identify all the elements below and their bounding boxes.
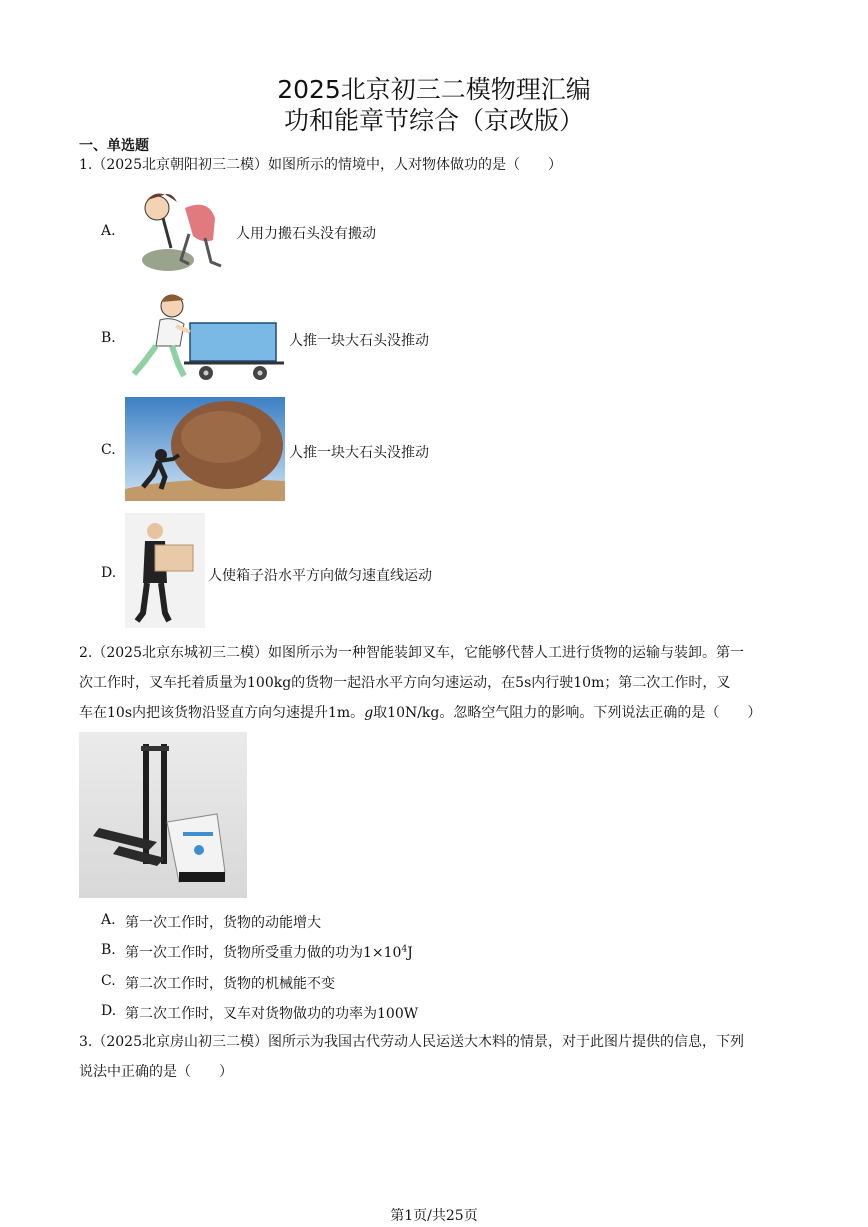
q2-option-a-text: 第一次工作时，货物的动能增大 — [125, 915, 321, 931]
q2-option-c-text: 第二次工作时，货物的机械能不变 — [125, 976, 335, 992]
q3-stem-line2: 说法中正确的是（ ） — [79, 1064, 233, 1080]
q2-stem-line3 — [79, 703, 761, 723]
q3-stem-line1: 3.（2025北京房山初三二模）图所示为我国古代劳动人民运送大木料的情景，对于此图片提供的信息，下列 — [79, 1034, 744, 1050]
forklift-image — [79, 732, 247, 898]
q1-option-a-text: 人用力搬石头没有搬动 — [236, 226, 376, 242]
q1-option-d-text: 人使箱子沿水平方向做匀速直线运动 — [208, 568, 432, 584]
q2-option-d-text: 第二次工作时，叉车对货物做功的功率为100W — [125, 1006, 419, 1022]
q2-stem-line3-b: 取10N/kg。忽略空气阻力的影响。下列说法正确的是（ ） — [373, 705, 762, 721]
q2-option-b-unit: J — [407, 945, 413, 961]
document-subtitle: 功和能章节综合（京改版） — [283, 106, 584, 135]
q2-stem-line1: 2.（2025北京东城初三二模）如图所示为一种智能装卸叉车，它能够代替人工进行货物的运输与装卸。第一 — [79, 645, 744, 661]
person-lifting-stone-image — [133, 188, 225, 273]
q2-option-b-exponent: 4 — [401, 944, 408, 955]
section-heading: 一、单选题 — [79, 138, 149, 154]
q2-stem-g-symbol: g — [364, 705, 374, 721]
q2-option-b-text — [125, 942, 413, 962]
page-footer: 第1页/共25页 — [390, 1208, 478, 1224]
q1-option-c-text: 人推一块大石头没推动 — [289, 445, 429, 461]
document-title: 2025北京初三二模物理汇编 — [277, 75, 591, 104]
q1-option-d-letter: D. — [101, 565, 117, 581]
q1-option-a-letter: A. — [101, 223, 116, 239]
q2-option-b-main: 第一次工作时，货物所受重力做的功为1×10 — [125, 945, 402, 961]
q2-option-b-letter: B. — [101, 942, 116, 958]
q2-stem-line2: 次工作时，叉车托着质量为100kg的货物一起沿水平方向匀速运动，在5s内行驶10m；第二次工作时，叉 — [79, 675, 731, 691]
q1-option-c-letter: C. — [101, 442, 116, 458]
q1-option-b-text: 人推一块大石头没推动 — [289, 333, 429, 349]
q2-option-a-letter: A. — [101, 912, 116, 928]
person-carrying-box-image — [125, 513, 205, 628]
q2-option-d-letter: D. — [101, 1003, 117, 1019]
person-pushing-cart-image — [126, 290, 286, 384]
person-pushing-boulder-image — [125, 397, 285, 501]
q2-option-c-letter: C. — [101, 973, 116, 989]
q1-stem: 1.（2025北京朝阳初三二模）如图所示的情境中，人对物体做功的是（ ） — [79, 157, 562, 173]
q1-option-b-letter: B. — [101, 330, 116, 346]
q2-stem-line3-a: 车在10s内把该货物沿竖直方向匀速提升1m。 — [79, 705, 365, 721]
